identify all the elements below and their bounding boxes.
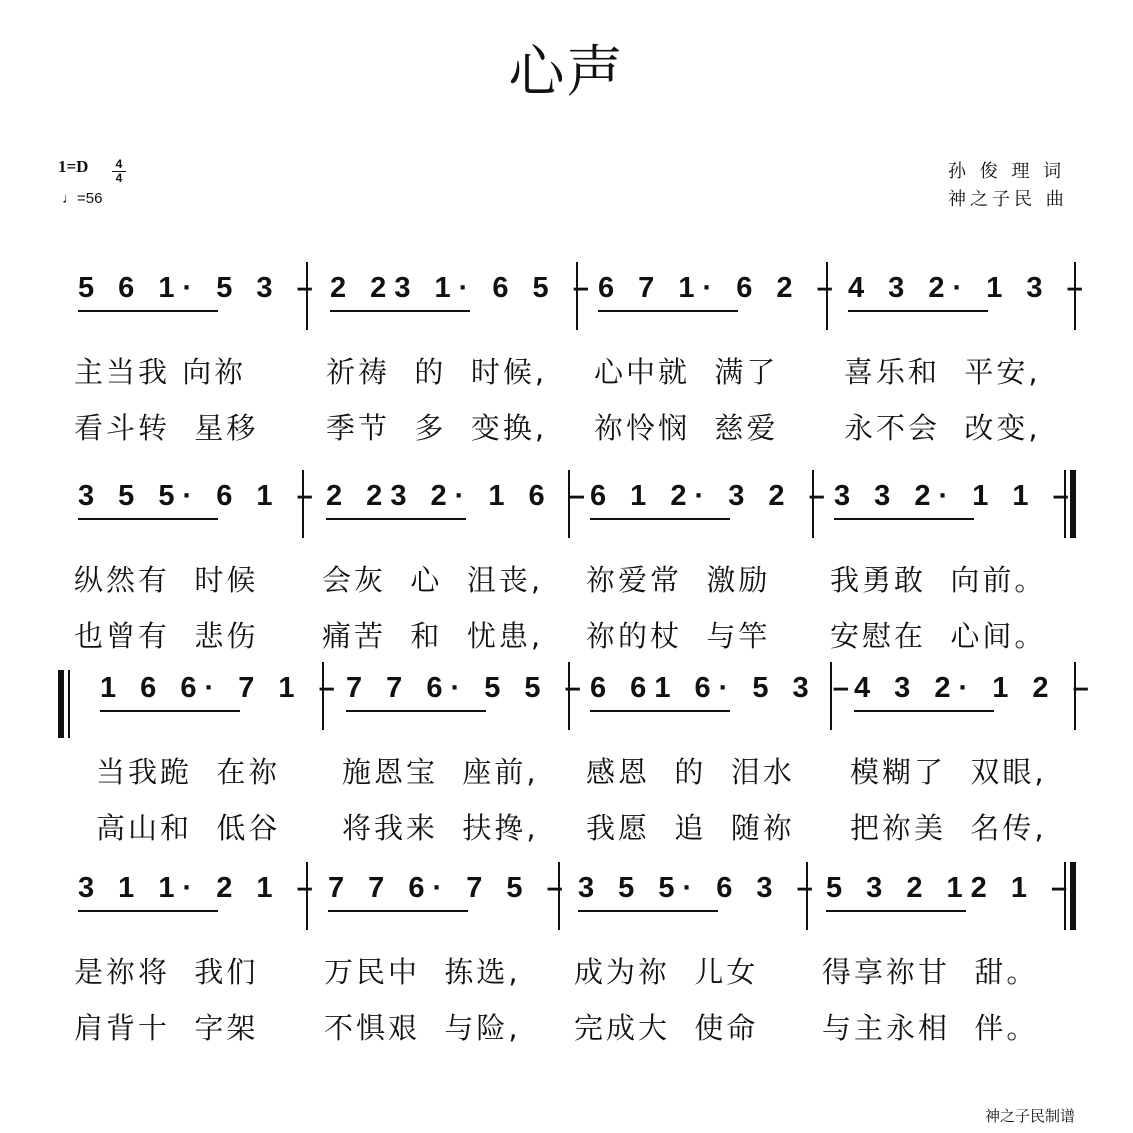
lyric-verse-2: 不惧艰 与险, [324,1011,521,1045]
beam-line [578,910,718,912]
beam-line [854,710,994,712]
lyric-verse-1: 得享祢甘 甜。 [822,955,1039,989]
lyric-verse-1: 会灰 心 沮丧, [322,563,544,597]
measure-notes: 3 5 5· 6 1 – [78,480,321,512]
measure-notes: 5 3 2 12 1 – [826,872,1076,904]
quarter-note-icon: ♩ [62,190,77,207]
score-system [0,662,1133,845]
lyric-verse-2: 与主永相 伴。 [822,1011,1039,1045]
measure-notes: 4 3 2· 1 2 – [854,672,1097,704]
lyric-verse-1: 是祢将 我们 [74,955,259,989]
measure-notes: 7 7 6· 5 5 – [346,672,589,704]
lyric-verse-1: 喜乐和 平安, [844,355,1041,389]
beam-line [848,310,988,312]
lyric-verse-2: 肩背十 字架 [74,1011,259,1045]
beam-line [346,710,486,712]
score-system [0,262,1133,445]
beam-line [78,910,218,912]
beam-line [100,710,240,712]
tempo-marking [62,190,102,207]
beam-line [78,518,218,520]
measure-notes: 6 7 1· 6 2 – [598,272,841,304]
lyric-verse-2: 将我来 扶搀, [342,811,539,845]
score-system [0,470,1133,653]
lyric-verse-2: 安慰在 心间。 [830,619,1047,653]
measure-notes: 4 3 2· 1 3 – [848,272,1091,304]
lyric-verse-1: 模糊了 双眼, [850,755,1047,789]
lyric-verse-1: 纵然有 时候 [74,563,259,597]
beam-line [78,310,218,312]
measure-notes: 5 6 1· 5 3 – [78,272,321,304]
lyric-verse-1: 祈祷 的 时候, [326,355,548,389]
lyric-verse-1: 心中就 满了 [594,355,779,389]
beam-line [598,310,738,312]
lyric-verse-2: 祢怜悯 慈爱 [594,411,779,445]
measure-notes: 6 1 2· 3 2 – [590,480,833,512]
lyric-verse-2: 高山和 低谷 [96,811,281,845]
lyric-verse-2: 看斗转 星移 [74,411,259,445]
lyric-verse-1: 感恩 的 泪水 [586,755,795,789]
measure-notes: 6 61 6· 5 3 – [590,672,857,704]
start-repeat-barline-thick [58,670,64,738]
lyric-verse-1: 当我跪 在祢 [96,755,281,789]
lyric-verse-1: 万民中 拣选, [324,955,521,989]
lyric-verse-1: 主当我 向祢 [74,355,247,389]
lyric-verse-1: 我勇敢 向前。 [830,563,1047,597]
credits [948,158,1068,214]
lyricist-credit: 孙 俊 理 词 [948,161,1066,182]
lyric-verse-2: 祢的杖 与竿 [586,619,771,653]
time-signature-top: 4 [115,157,123,171]
measure-notes: 7 7 6· 7 5 – [328,872,571,904]
beam-line [326,518,466,520]
time-signature-bottom: 4 [115,171,123,185]
measure-notes: 3 1 1· 2 1 – [78,872,321,904]
lyric-verse-2: 季节 多 变换, [326,411,548,445]
lyric-verse-2: 我愿 追 随祢 [586,811,795,845]
lyric-verse-2: 把祢美 名传, [850,811,1047,845]
score-system [0,862,1133,1045]
tempo-value: =56 [77,190,103,207]
beam-line [590,518,730,520]
lyric-verse-1: 祢爱常 激励 [586,563,771,597]
lyric-verse-1: 施恩宝 座前, [342,755,539,789]
lyric-verse-2: 痛苦 和 忧患, [322,619,544,653]
beam-line [330,310,470,312]
lyric-verse-2: 完成大 使命 [574,1011,759,1045]
measure-notes: 1 6 6· 7 1 – [100,672,343,704]
measure-notes: 3 5 5· 6 3 – [578,872,821,904]
measure-notes: 2 23 2· 1 6 – [326,480,593,512]
beam-line [834,518,974,520]
composer-credit: 神之子民 曲 [948,189,1068,210]
beam-line [328,910,468,912]
time-signature [112,158,126,185]
lyric-verse-2: 也曾有 悲伤 [74,619,259,653]
song-title: 心声 [508,40,625,105]
start-repeat-barline [68,670,70,738]
key-signature: 1=D [58,157,89,176]
lyric-verse-2: 永不会 改变, [844,411,1041,445]
lyric-verse-1: 成为祢 儿女 [574,955,759,989]
measure-notes: 3 3 2· 1 1 – [834,480,1077,512]
arranger-credit: 神之子民制谱 [984,1107,1075,1125]
beam-line [826,910,966,912]
measure-notes: 2 23 1· 6 5 – [330,272,597,304]
beam-line [590,710,730,712]
